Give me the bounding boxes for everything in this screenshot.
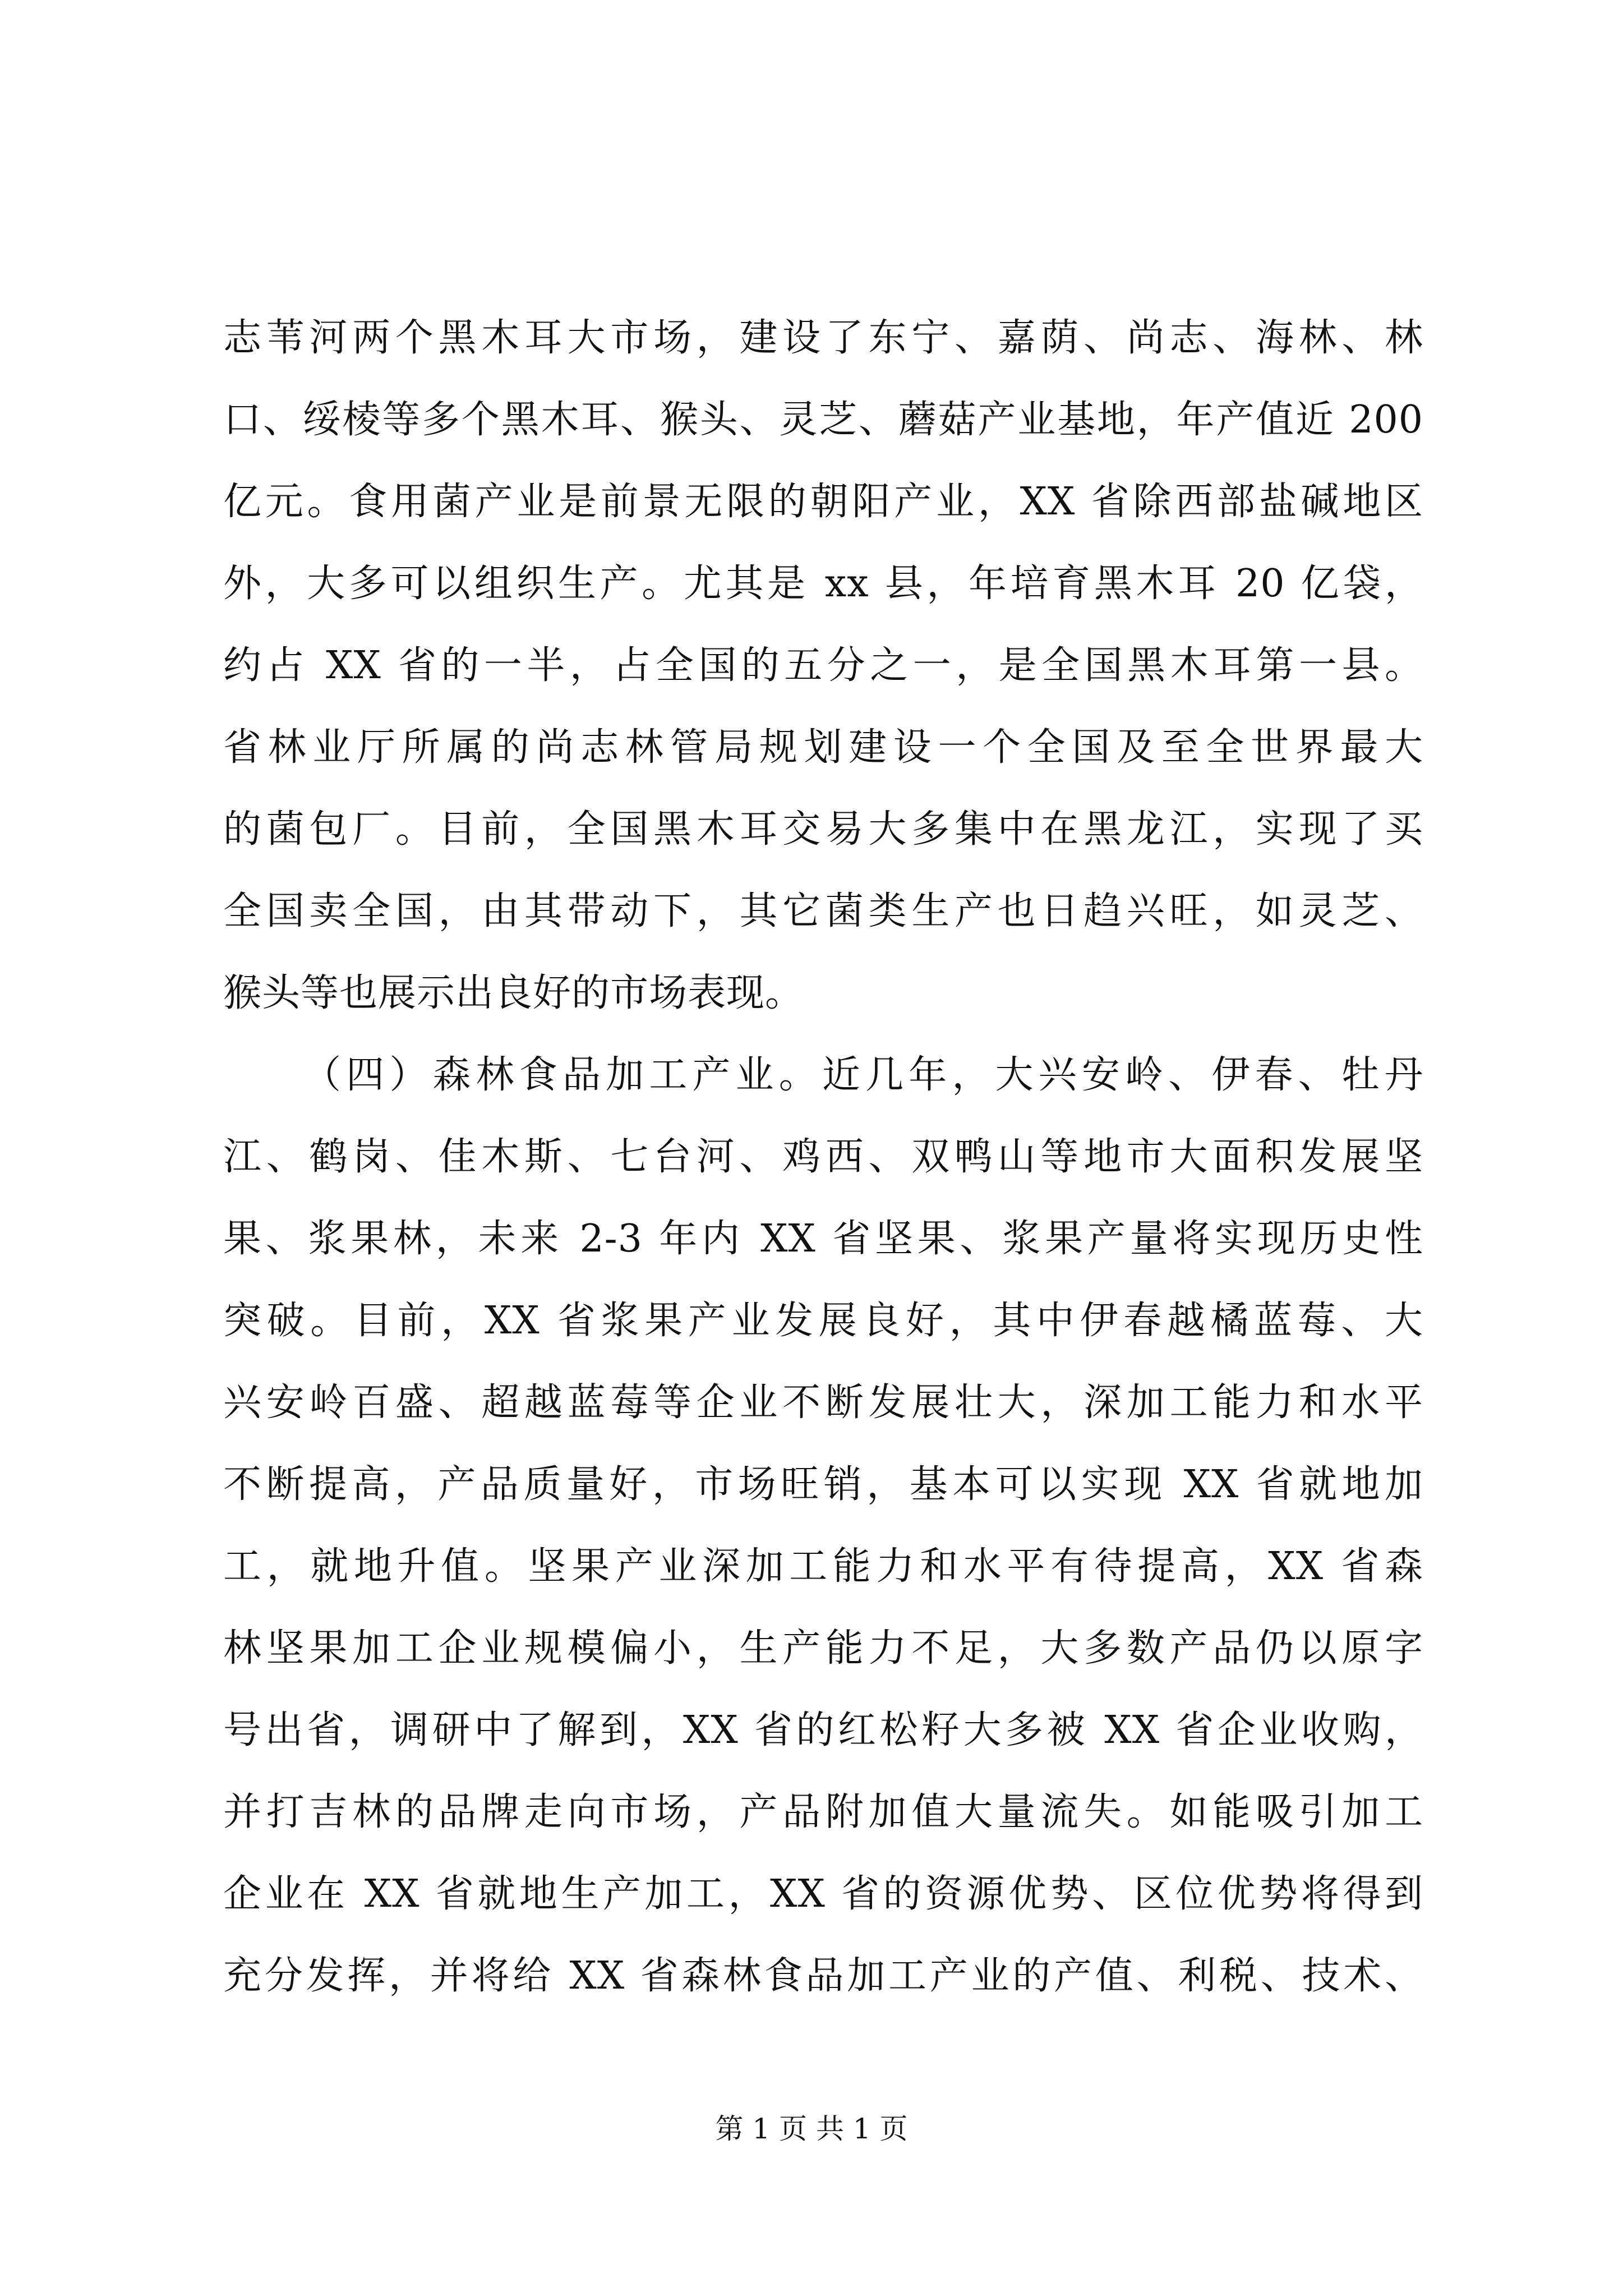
text-line: 省林业厅所属的尚志林管局规划建设一个全国及至全世界最大	[223, 725, 1423, 770]
text-line: 约占 XX 省的一半，占全国的五分之一，是全国黑木耳第一县。	[223, 643, 1423, 688]
paragraph	[223, 297, 1423, 1034]
paragraph	[223, 1034, 1423, 2017]
text-line: 并打吉林的品牌走向市场，产品附加值大量流失。如能吸引加工	[223, 1790, 1423, 1834]
text-line: 企业在 XX 省就地生产加工，XX 省的资源优势、区位优势将得到	[223, 1872, 1423, 1916]
text-line: 外，大多可以组织生产。尤其是 xx 县，年培育黑木耳 20 亿袋，	[223, 562, 1423, 606]
text-line: 充分发挥，并将给 XX 省森林食品加工产业的产值、利税、技术、	[223, 1954, 1423, 1998]
text-line: 工，就地升值。坚果产业深加工能力和水平有待提高，XX 省森	[223, 1544, 1423, 1589]
text-line: 亿元。食用菌产业是前景无限的朝阳产业，XX 省除西部盐碱地区	[223, 480, 1423, 524]
text-line: 全国卖全国，由其带动下，其它菌类生产也日趋兴旺，如灵芝、	[223, 889, 1423, 933]
text-line: 猴头等也展示出良好的市场表现。	[223, 971, 804, 1015]
document-body	[223, 297, 1423, 2017]
text-line: 林坚果加工企业规模偏小，生产能力不足，大多数产品仍以原字	[223, 1626, 1423, 1671]
text-line: 果、浆果林，未来 2-3 年内 XX 省坚果、浆果产量将实现历史性	[223, 1217, 1423, 1261]
page-number-label: 第 1 页 共 1 页	[715, 2113, 908, 2145]
text-line: 突破。目前，XX 省浆果产业发展良好，其中伊春越橘蓝莓、大	[223, 1299, 1423, 1343]
page-footer	[0, 2112, 1623, 2146]
text-line: 志苇河两个黑木耳大市场，建设了东宁、嘉荫、尚志、海林、林	[223, 316, 1423, 360]
text-line: 的菌包厂。目前，全国黑木耳交易大多集中在黑龙江，实现了买	[223, 807, 1423, 852]
text-line: 江、鹤岗、佳木斯、七台河、鸡西、双鸭山等地市大面积发展坚	[223, 1135, 1423, 1179]
text-line: 不断提高，产品质量好，市场旺销，基本可以实现 XX 省就地加	[223, 1462, 1423, 1507]
text-line: 口、绥棱等多个黑木耳、猴头、灵芝、蘑菇产业基地，年产值近 200	[223, 398, 1423, 442]
text-line: 号出省，调研中了解到，XX 省的红松籽大多被 XX 省企业收购，	[223, 1708, 1423, 1752]
text-line: 兴安岭百盛、超越蓝莓等企业不断发展壮大，深加工能力和水平	[223, 1381, 1423, 1425]
text-line: （四）森林食品加工产业。近几年，大兴安岭、伊春、牡丹	[303, 1053, 1423, 1097]
